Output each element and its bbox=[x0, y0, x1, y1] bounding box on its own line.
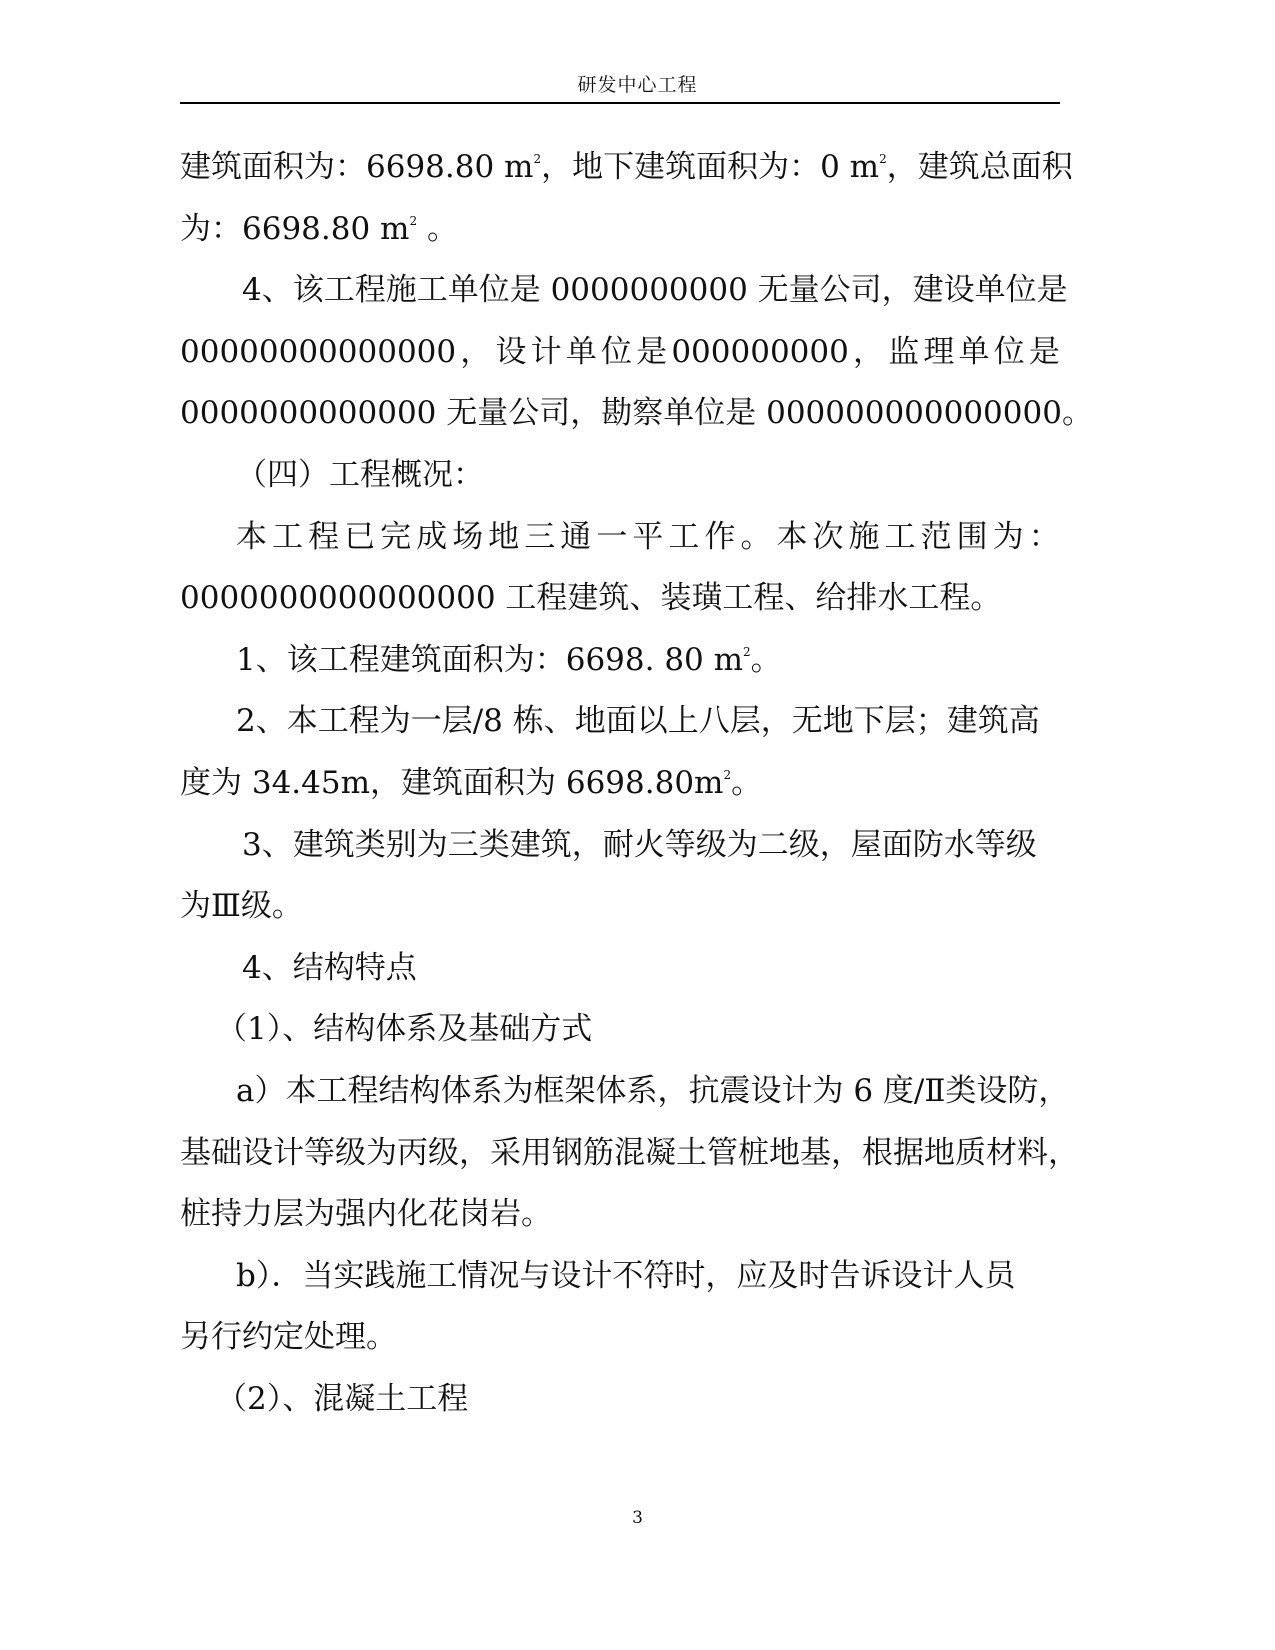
justified-token: 工 bbox=[272, 518, 304, 555]
justified-token: 已 bbox=[344, 518, 376, 555]
justified-token: 监 bbox=[888, 333, 920, 370]
clause-b-line-1: b）．当实践施工情况与设计不符时，应及时告诉设计人员 bbox=[236, 1257, 1016, 1294]
item-3-line-1: 3、建筑类别为三类建筑，耐火等级为二级，屋面防水等级 bbox=[242, 826, 1037, 863]
justified-token: 次 bbox=[812, 518, 844, 555]
justified-token: 工 bbox=[668, 518, 700, 555]
justified-token: 平 bbox=[632, 518, 664, 555]
superscript: 2 bbox=[879, 152, 887, 166]
justified-token: 单 bbox=[958, 333, 990, 370]
justified-token: 程 bbox=[308, 518, 340, 555]
page-number: 3 bbox=[632, 1508, 643, 1528]
justified-token: 地 bbox=[488, 518, 520, 555]
item-4: 4、结构特点 bbox=[242, 949, 417, 986]
justified-token: 成 bbox=[416, 518, 448, 555]
justified-token: 通 bbox=[560, 518, 592, 555]
running-header-title: 研发中心工程 bbox=[577, 74, 698, 96]
justified-token: ， bbox=[853, 333, 885, 370]
units-line-3: 0000000000000 无量公司，勘察单位是 000000000000000。 bbox=[180, 395, 1093, 432]
justified-token: 00000000000000 bbox=[180, 333, 457, 370]
justified-token: 一 bbox=[596, 518, 628, 555]
justified-token: ： bbox=[1028, 518, 1060, 555]
justified-token: 工 bbox=[884, 518, 916, 555]
text-run: 度为 34.45m，建筑面积为 6698.80m bbox=[180, 764, 724, 801]
justified-token: 完 bbox=[380, 518, 412, 555]
clause-a-line-2: 基础设计等级为丙级，采用钢筋混凝土管桩地基，根据地质材料， bbox=[180, 1134, 1079, 1171]
justified-token: 本 bbox=[776, 518, 808, 555]
justified-token: 位 bbox=[600, 333, 632, 370]
text-run: 建筑面积为：6698.80 m bbox=[180, 149, 534, 185]
justified-token: 设 bbox=[495, 333, 527, 370]
units-line-2 bbox=[180, 322, 1060, 384]
header-rule bbox=[180, 102, 1060, 104]
justified-token: 。 bbox=[740, 518, 772, 555]
superscript: 2 bbox=[409, 213, 418, 228]
text-run: 。 bbox=[417, 210, 458, 247]
item-2-line-1: 2、本工程为一层/8 栋、地面以上八层，无地下层；建筑高 bbox=[236, 703, 1040, 740]
overview-line-2: 0000000000000000 工程建筑、装璜工程、给排水工程。 bbox=[180, 580, 1002, 617]
text-run: 。 bbox=[750, 641, 782, 678]
justified-token: 位 bbox=[993, 333, 1025, 370]
units-line-1: 4、该工程施工单位是 0000000000 无量公司，建设单位是 bbox=[242, 272, 1068, 309]
superscript: 2 bbox=[723, 767, 732, 782]
clause-a-line-1: a）本工程结构体系为框架体系，抗震设计为 6 度/Ⅱ类设防， bbox=[236, 1072, 1070, 1109]
justified-token: 作 bbox=[704, 518, 736, 555]
superscript: 2 bbox=[533, 152, 542, 166]
area-line-1 bbox=[180, 137, 1073, 199]
justified-token: 围 bbox=[956, 518, 988, 555]
item-3-line-2: 为Ⅲ级。 bbox=[180, 888, 303, 925]
justified-token: 单 bbox=[565, 333, 597, 370]
justified-token: 是 bbox=[1028, 333, 1060, 370]
overview-line-1 bbox=[180, 507, 1060, 569]
justified-token: 000000000 bbox=[671, 333, 849, 370]
justified-token: 三 bbox=[524, 518, 556, 555]
superscript: 2 bbox=[743, 644, 751, 659]
justified-token: 计 bbox=[530, 333, 562, 370]
section-heading: （四）工程概况： bbox=[236, 456, 484, 493]
text-run: 1、该工程建筑面积为：6698. 80 m bbox=[236, 641, 744, 678]
justified-token: 施 bbox=[848, 518, 880, 555]
justified-token: 为 bbox=[992, 518, 1024, 555]
text-run: 为：6698.80 m bbox=[180, 210, 410, 247]
item-1 bbox=[180, 630, 1060, 692]
justified-token: 场 bbox=[452, 518, 484, 555]
justified-token: ， bbox=[460, 333, 492, 370]
clause-b-line-2: 另行约定处理。 bbox=[180, 1319, 397, 1356]
clause-a-line-3: 桩持力层为强内化花岗岩。 bbox=[180, 1196, 552, 1233]
justified-token: 是 bbox=[636, 333, 668, 370]
item-2-line-2 bbox=[180, 753, 1060, 815]
justified-token: 范 bbox=[920, 518, 952, 555]
subheading-2: （2）、混凝土工程 bbox=[216, 1380, 469, 1417]
document-body bbox=[180, 137, 1093, 1430]
justified-token: 本 bbox=[236, 518, 267, 555]
text-run: ，建筑总面积 bbox=[886, 149, 1073, 185]
text-run: 。 bbox=[731, 764, 763, 801]
text-run: ，地下建筑面积为：0 m bbox=[541, 149, 880, 185]
subheading-1: （1）、结构体系及基础方式 bbox=[216, 1011, 593, 1048]
area-line-2 bbox=[180, 199, 1060, 261]
justified-token: 理 bbox=[923, 333, 955, 370]
